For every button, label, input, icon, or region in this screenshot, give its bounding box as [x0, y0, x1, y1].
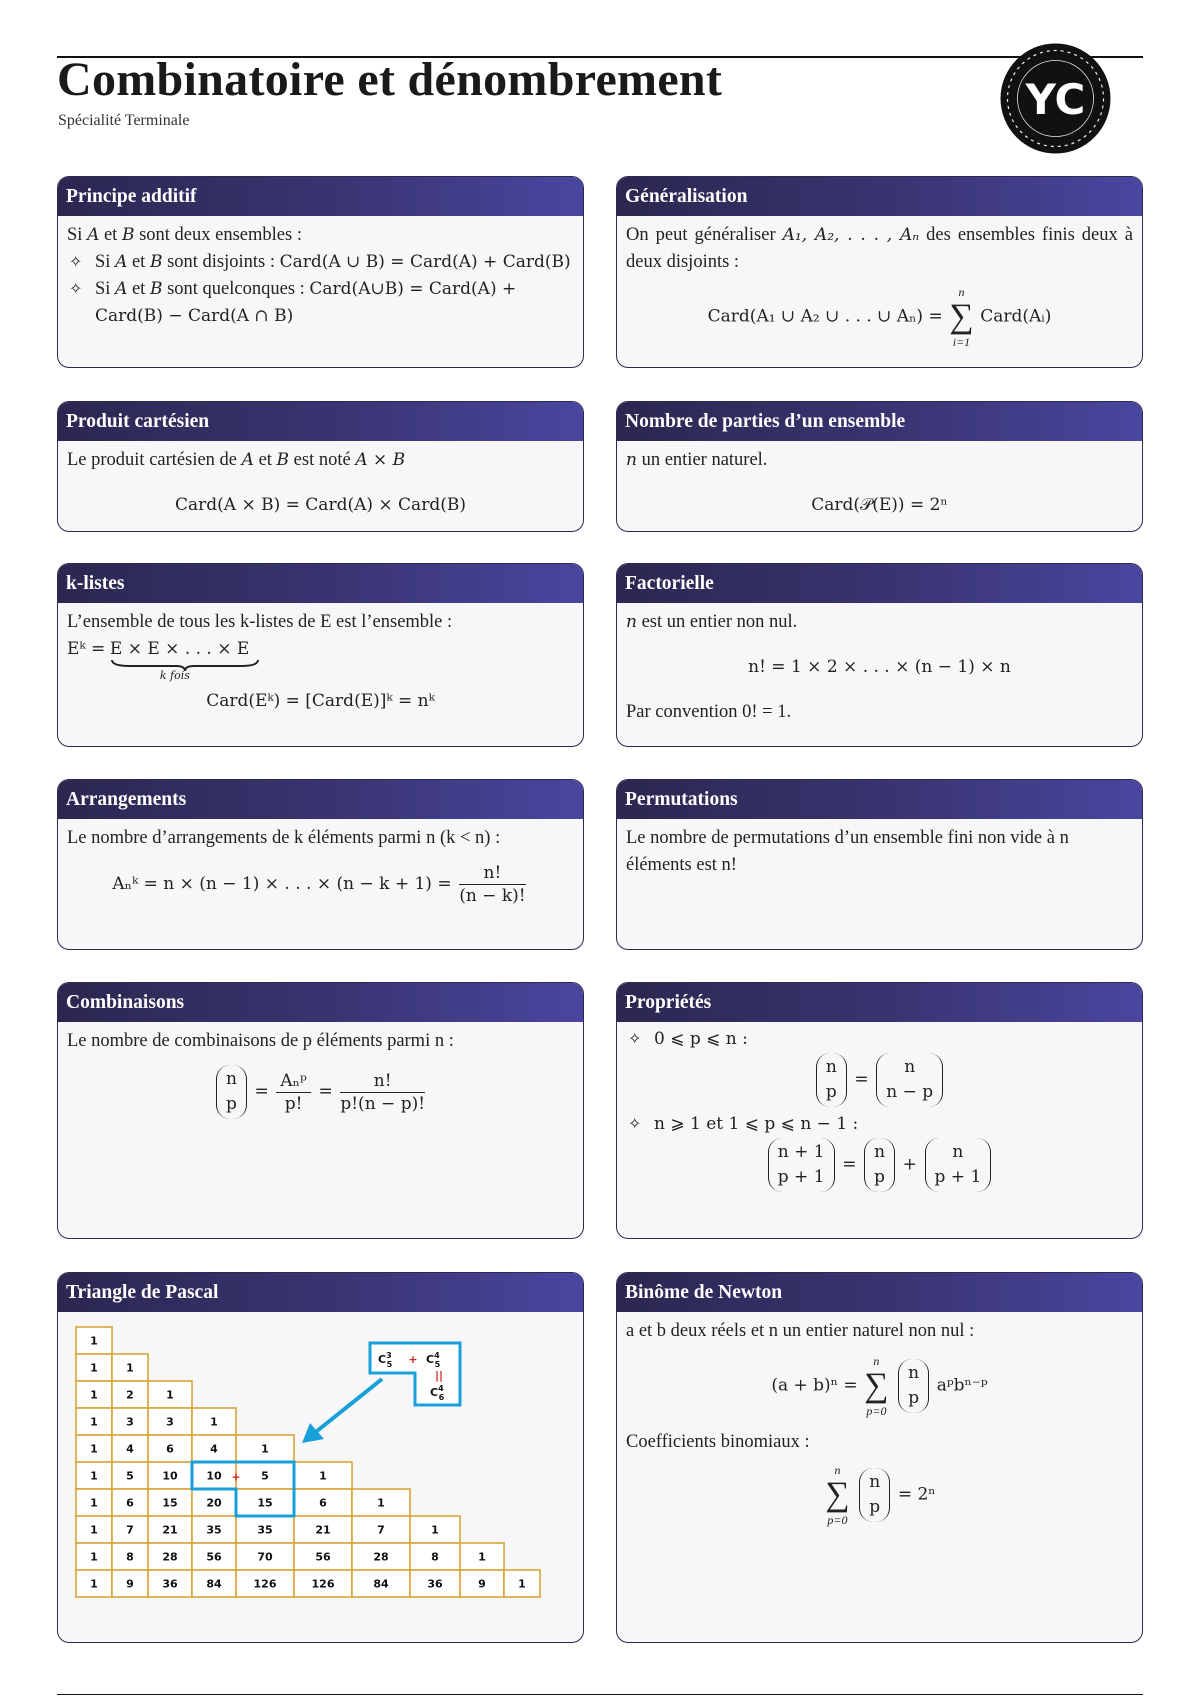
- pascal-value: 4: [210, 1442, 218, 1456]
- pascal-triangle: [70, 1323, 570, 1623]
- card-generalisation: [616, 176, 1143, 368]
- diamond-icon: ✧: [628, 1116, 642, 1133]
- arrow-line: [312, 1379, 382, 1435]
- binome-coef-title: Coefficients binomiaux :: [626, 1432, 810, 1452]
- pascal-value: 1: [478, 1550, 486, 1564]
- sum-symbol: n ∑ p=0: [825, 1463, 850, 1527]
- principe-bullet-disjoint: ✧ Si A et B sont disjoints : Card(A ∪ B) = Card(A) + Card(B): [67, 249, 574, 276]
- combinaisons-text: Le nombre de combinaisons de p éléments parmi n :: [67, 1031, 454, 1051]
- formula: Card(A ∪ B) = Card(A) + Card(B): [279, 252, 571, 272]
- pascal-value: 10: [206, 1469, 222, 1483]
- binomial: n + 1 p + 1: [768, 1138, 835, 1192]
- pascal-value: 84: [206, 1577, 222, 1591]
- card-proprietes: [616, 982, 1143, 1239]
- plus-sign: +: [408, 1353, 418, 1366]
- pascal-value: 8: [126, 1550, 134, 1564]
- logo-text: YC: [1025, 75, 1086, 124]
- card-binome-newton: [616, 1272, 1143, 1643]
- pascal-value: 35: [257, 1523, 273, 1537]
- pascal-value: 126: [253, 1577, 277, 1591]
- factorielle-convention: Par convention 0! = 1.: [626, 702, 792, 722]
- pascal-value: 7: [126, 1523, 134, 1537]
- fraction: $\frac{\text{Aₙᵖ}}{p!}$: [276, 1070, 310, 1115]
- pascal-value: 1: [518, 1577, 526, 1591]
- page-title: Combinatoire et dénombrement: [57, 53, 723, 106]
- equals-sign: ||: [434, 1369, 444, 1382]
- produit-formula: Card(A × B) = Card(A) × Card(B): [175, 495, 466, 515]
- pascal-value: 10: [162, 1469, 178, 1483]
- card-title: Binôme de Newton: [617, 1273, 1142, 1312]
- pascal-value: 21: [315, 1523, 331, 1537]
- pascal-value: 35: [206, 1523, 222, 1537]
- pascal-value: 15: [162, 1496, 178, 1510]
- permutations-text: Le nombre de permutations d’un ensemble fini non vide à n éléments est n!: [626, 828, 1069, 875]
- card-k-listes: [57, 563, 584, 747]
- proprietes-pascal-rule: n + 1 p + 1 = n p + n p + 1: [626, 1138, 1133, 1192]
- klistes-text: L’ensemble de tous les k-listes de E est l’ensemble :: [67, 612, 453, 632]
- callout-term: $C^3$ 5: [378, 1351, 393, 1369]
- pascal-value: 1: [90, 1523, 98, 1537]
- pascal-value: 36: [162, 1577, 178, 1591]
- arrangements-formula: Aₙᵏ = n × (n − 1) × . . . × (n − k + 1) = $\frac{n!}{(n - k)!}$: [112, 863, 526, 906]
- card-title: Combinaisons: [58, 983, 583, 1022]
- card-title: Produit cartésien: [58, 402, 583, 441]
- pascal-value: 4: [126, 1442, 134, 1456]
- binomial: n p: [216, 1065, 247, 1119]
- pascal-value: 1: [90, 1577, 98, 1591]
- card-title: Principe additif: [58, 177, 583, 216]
- pascal-value: 1: [90, 1361, 98, 1375]
- pascal-value: 28: [162, 1550, 178, 1564]
- card-nombre-parties: [616, 401, 1143, 532]
- produit-text: Le produit cartésien de A et B est noté A × B: [67, 450, 406, 470]
- page-subtitle: Spécialité Terminale: [58, 112, 190, 129]
- card-title: Nombre de parties d’un ensemble: [617, 402, 1142, 441]
- binomial: n p: [816, 1053, 847, 1107]
- pascal-value: 1: [166, 1388, 174, 1402]
- pascal-value: 1: [90, 1334, 98, 1348]
- pascal-value: 84: [373, 1577, 389, 1591]
- pascal-value: 1: [90, 1550, 98, 1564]
- pascal-value: 3: [166, 1415, 174, 1429]
- pascal-value: 21: [162, 1523, 178, 1537]
- card-produit-cartesien: [57, 401, 584, 532]
- binomial: n p: [864, 1138, 895, 1192]
- pascal-value: 70: [257, 1550, 273, 1564]
- card-title: Propriétés: [617, 983, 1142, 1022]
- pascal-value: 1: [90, 1442, 98, 1456]
- binomial: n p + 1: [925, 1138, 992, 1192]
- pascal-value: 1: [126, 1361, 134, 1375]
- pascal-value: 1: [90, 1496, 98, 1510]
- proprietes-condition-2: ✧ n ⩾ 1 et 1 ⩽ p ⩽ n − 1 :: [626, 1111, 1133, 1138]
- fraction: $\frac{n!}{p!(n - p)!}$: [340, 1070, 426, 1114]
- klistes-definition: Eᵏ = E × E × . . . × E k fois: [67, 636, 574, 676]
- card-title: Factorielle: [617, 564, 1142, 603]
- pascal-value: 20: [206, 1496, 222, 1510]
- card-title: Permutations: [617, 780, 1142, 819]
- factorielle-text: n est un entier non nul.: [626, 612, 798, 632]
- pascal-value: 1: [210, 1415, 218, 1429]
- card-factorielle: [616, 563, 1143, 747]
- binomial: n p: [859, 1468, 890, 1522]
- callout-term: $C^4$ 5: [426, 1351, 441, 1369]
- factorielle-formula: n! = 1 × 2 × . . . × (n − 1) × n: [748, 657, 1011, 677]
- pascal-value: 1: [90, 1415, 98, 1429]
- pascal-value: 9: [478, 1577, 486, 1591]
- parties-formula: Card(𝒫(E)) = 2ⁿ: [811, 495, 948, 515]
- pascal-value: 1: [90, 1388, 98, 1402]
- pascal-value: 2: [126, 1388, 134, 1402]
- sum-symbol: n ∑ i=1: [949, 285, 974, 349]
- proprietes-symmetry: n p = n n − p: [626, 1053, 1133, 1107]
- card-title: Arrangements: [58, 780, 583, 819]
- binome-coef-formula: n ∑ p=0 n p = 2ⁿ: [825, 1463, 936, 1527]
- sum-symbol: n ∑ p=0: [864, 1354, 889, 1418]
- pascal-value: 1: [431, 1523, 439, 1537]
- binomial: n n − p: [876, 1053, 943, 1107]
- card-title: k-listes: [58, 564, 583, 603]
- diamond-icon: ✧: [69, 254, 83, 271]
- pascal-value: 7: [377, 1523, 385, 1537]
- logo-seal: [998, 41, 1113, 156]
- pascal-value: 1: [319, 1469, 327, 1483]
- pascal-value: 126: [311, 1577, 335, 1591]
- generalisation-formula: Card(A₁ ∪ A₂ ∪ . . . ∪ Aₙ) = n ∑ i=1 Card(Aᵢ): [707, 285, 1052, 349]
- pascal-value: 56: [315, 1550, 331, 1564]
- pascal-value: 3: [126, 1415, 134, 1429]
- fraction: $\frac{n!}{(n - k)!}$: [459, 863, 526, 906]
- binome-text: a et b deux réels et n un entier naturel non nul :: [626, 1321, 975, 1341]
- generalisation-text: On peut généraliser A₁, A₂, . . . , Aₙ des ensembles finis deux à deux disjoints :: [626, 225, 1133, 272]
- card-combinaisons: [57, 982, 584, 1239]
- card-triangle-pascal: [57, 1272, 584, 1643]
- pascal-value: 28: [373, 1550, 389, 1564]
- pascal-value: 8: [431, 1550, 439, 1564]
- formula: Card(A∪B) = Card(A) + Card(B) − Card(A ∩ B): [95, 279, 517, 326]
- principe-intro: Si A et B sont deux ensembles :: [67, 225, 302, 245]
- plus-sign: +: [231, 1470, 241, 1484]
- diamond-icon: ✧: [628, 1031, 642, 1048]
- brace-label: k fois: [159, 669, 190, 682]
- binome-formula: (a + b)ⁿ = n ∑ p=0 n p aᵖbⁿ⁻ᵖ: [771, 1354, 988, 1418]
- pascal-value: 6: [126, 1496, 134, 1510]
- pascal-value: 1: [377, 1496, 385, 1510]
- pascal-value: 1: [90, 1469, 98, 1483]
- pascal-grid: [70, 1323, 570, 1623]
- pascal-value: 5: [126, 1469, 134, 1483]
- callout-term: $C^4$ 6: [430, 1384, 445, 1402]
- klistes-formula: Card(Eᵏ) = [Card(E)]ᵏ = nᵏ: [206, 691, 435, 711]
- proprietes-condition-1: ✧ 0 ⩽ p ⩽ n :: [626, 1026, 1133, 1053]
- arrangements-text: Le nombre d’arrangements de k éléments parmi n (k < n) :: [67, 828, 501, 848]
- principe-bullet-general: ✧ Si A et B sont quelconques : Card(A∪B) = Card(A) + Card(B) − Card(A ∩ B): [67, 276, 574, 330]
- combinaisons-formula: n p = $\frac{\text{Aₙᵖ}}{p!}$ = $\frac{n!}{p!(n - p)!}$: [67, 1065, 574, 1119]
- binomial: n p: [898, 1359, 929, 1413]
- pascal-value: 9: [126, 1577, 134, 1591]
- pascal-value: 15: [257, 1496, 273, 1510]
- pascal-value: 1: [261, 1442, 269, 1456]
- card-title: Généralisation: [617, 177, 1142, 216]
- pascal-value: 56: [206, 1550, 222, 1564]
- card-permutations: [616, 779, 1143, 950]
- pascal-value: 5: [261, 1469, 269, 1483]
- parties-text: n un entier naturel.: [626, 450, 768, 470]
- pascal-value: 36: [427, 1577, 443, 1591]
- card-title: Triangle de Pascal: [58, 1273, 583, 1312]
- card-principe-additif: [57, 176, 584, 368]
- diamond-icon: ✧: [69, 281, 83, 298]
- footer-rule: [57, 1694, 1143, 1695]
- pascal-value: 6: [319, 1496, 327, 1510]
- card-arrangements: [57, 779, 584, 950]
- pascal-value: 6: [166, 1442, 174, 1456]
